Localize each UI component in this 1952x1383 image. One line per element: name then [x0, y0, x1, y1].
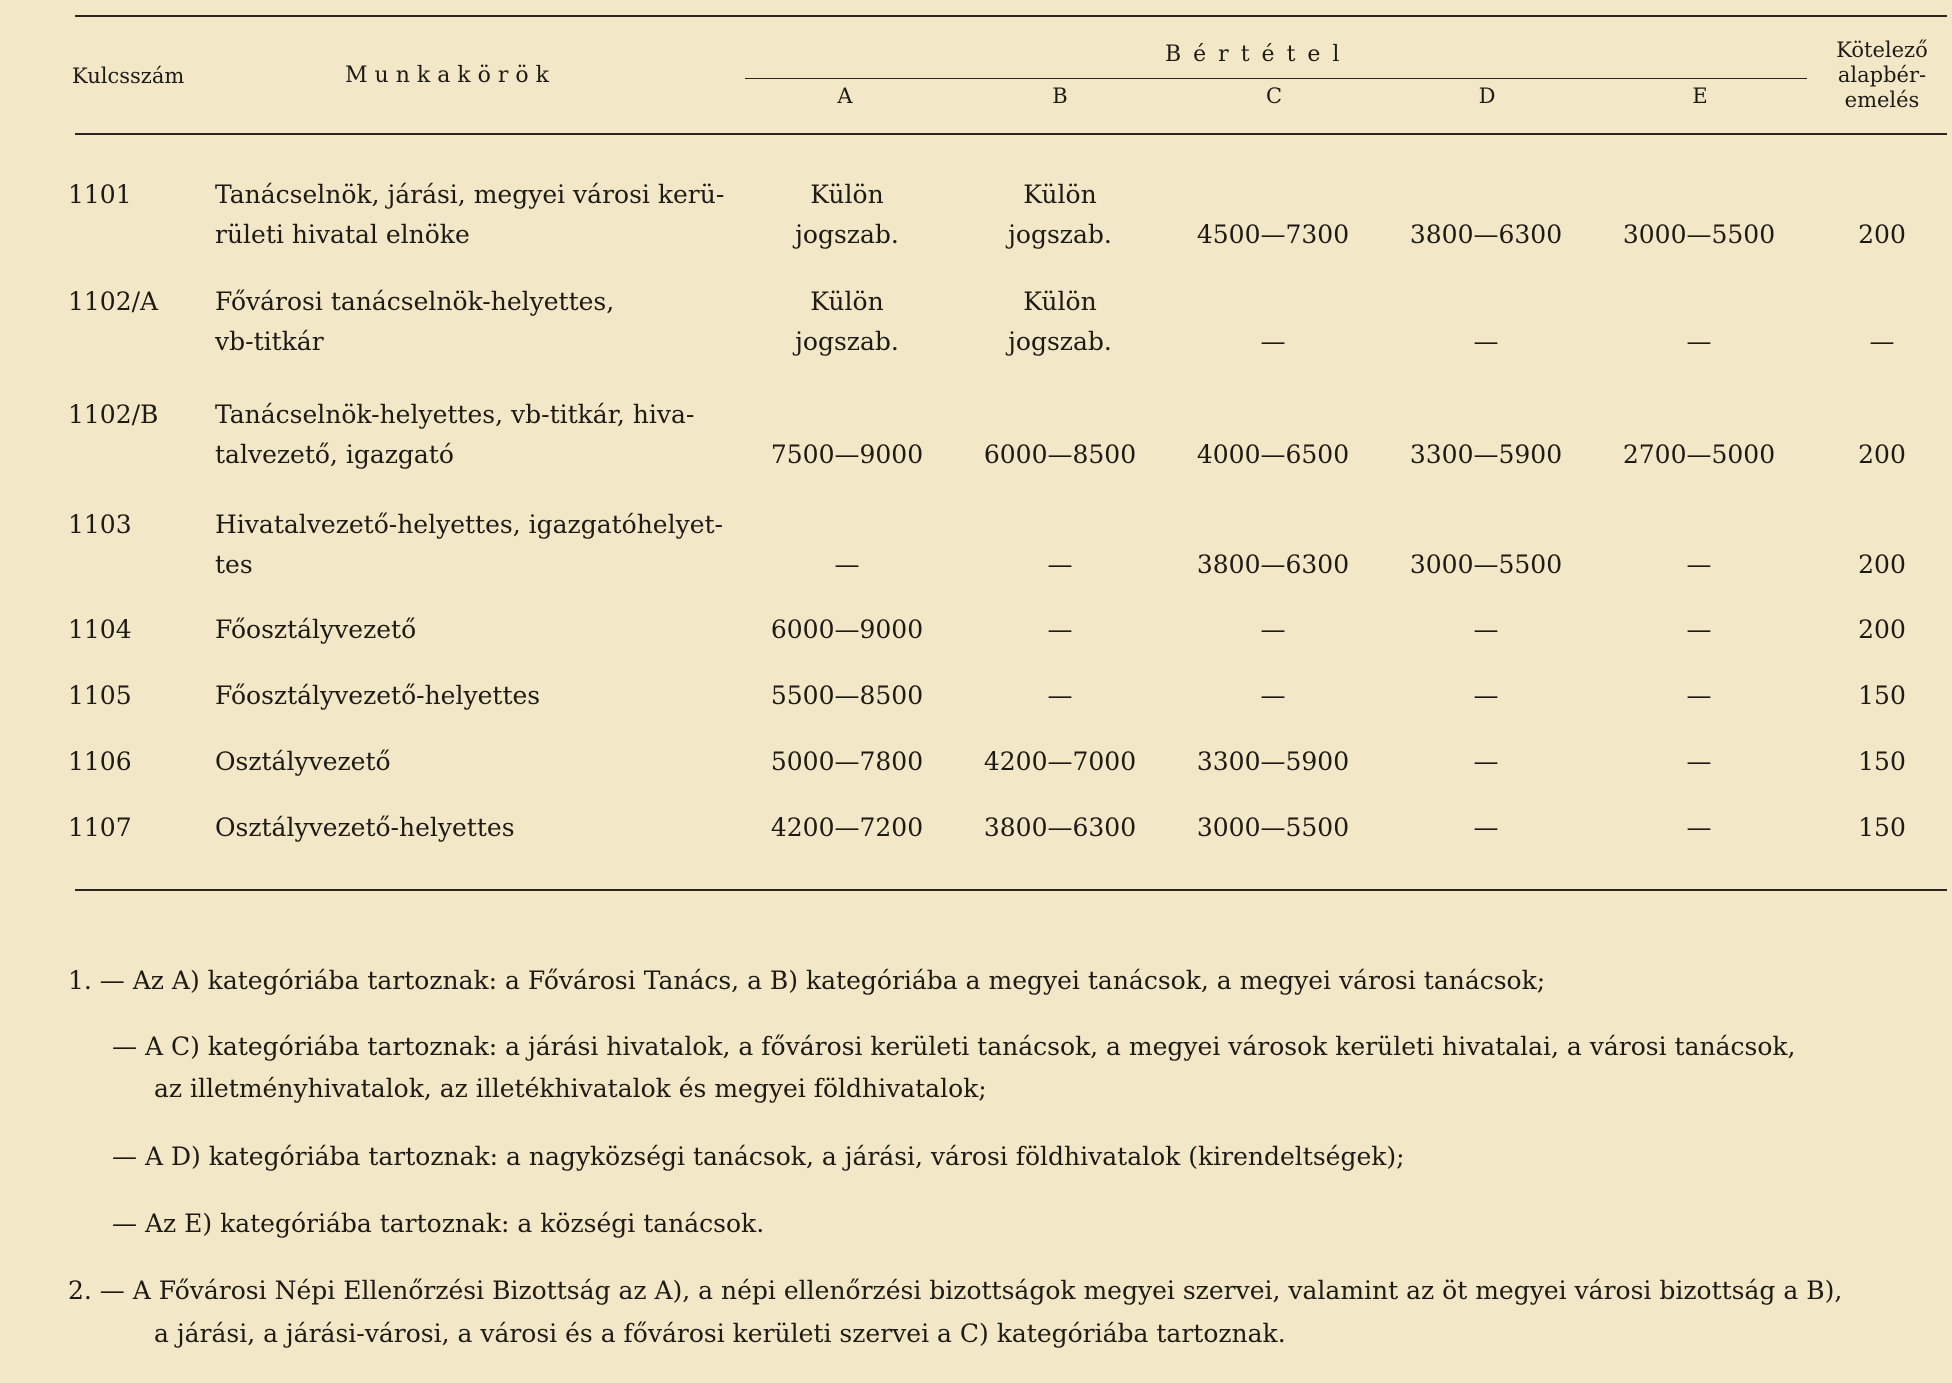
- cell-a: 4200—7200: [770, 813, 924, 842]
- row-name-cont: rületi hivatal elnöke: [215, 220, 470, 249]
- cell-b: —: [1047, 681, 1073, 710]
- cell-b-top: Külön: [1023, 287, 1097, 316]
- note-line: — A D) kategóriába tartoznak: a nagyközségi tanácsok, a járási, városi földhivatalok (kirendeltségek);: [112, 1142, 1405, 1171]
- cell-c: —: [1260, 615, 1286, 644]
- row-name: Osztályvezető-helyettes: [215, 813, 515, 842]
- header-col-a: A: [837, 84, 853, 108]
- cell-b: —: [1047, 550, 1073, 579]
- cell-a: jogszab.: [795, 220, 899, 249]
- cell-d: —: [1473, 327, 1499, 356]
- group-rule: [745, 78, 1807, 79]
- cell-c: —: [1260, 681, 1286, 710]
- cell-mandatory: 200: [1858, 615, 1906, 644]
- cell-c: 3000—5500: [1196, 813, 1350, 842]
- header-col-b: B: [1052, 84, 1068, 108]
- cell-e: —: [1686, 813, 1712, 842]
- cell-e: —: [1686, 747, 1712, 776]
- cell-b: jogszab.: [1008, 327, 1112, 356]
- row-name: Tanácselnök, járási, megyei városi kerü-: [215, 180, 725, 209]
- cell-d: 3000—5500: [1409, 550, 1563, 579]
- cell-mandatory: —: [1869, 327, 1895, 356]
- row-key: 1102/B: [68, 400, 159, 429]
- row-name: Osztályvezető: [215, 747, 391, 776]
- header-col-d: D: [1478, 84, 1496, 108]
- row-name: Fővárosi tanácselnök-helyettes,: [215, 287, 615, 316]
- cell-e: —: [1686, 615, 1712, 644]
- cell-b: jogszab.: [1008, 220, 1112, 249]
- cell-d: —: [1473, 747, 1499, 776]
- cell-e: —: [1686, 681, 1712, 710]
- cell-c: 3800—6300: [1196, 550, 1350, 579]
- header-col-c: C: [1265, 84, 1283, 108]
- cell-mandatory: 150: [1858, 747, 1906, 776]
- cell-b-top: Külön: [1023, 180, 1097, 209]
- cell-a-top: Külön: [810, 180, 884, 209]
- cell-mandatory: 150: [1858, 813, 1906, 842]
- row-name-cont: talvezető, igazgató: [215, 440, 454, 469]
- header-group: Bértétel: [1165, 42, 1352, 67]
- row-name-cont: tes: [215, 550, 253, 579]
- cell-a: 5000—7800: [770, 747, 924, 776]
- cell-a: 6000—9000: [770, 615, 924, 644]
- row-key: 1107: [68, 813, 132, 842]
- cell-c: —: [1260, 327, 1286, 356]
- row-key: 1101: [68, 180, 132, 209]
- cell-a: —: [834, 550, 860, 579]
- cell-e: —: [1686, 550, 1712, 579]
- note-line: 1. — Az A) kategóriába tartoznak: a Fővárosi Tanács, a B) kategóriába a megyei tanácsok, a megyei városi tanácsok;: [68, 966, 1546, 995]
- header-jobs: Munkakörök: [345, 63, 556, 88]
- note-line: a járási, a járási-városi, a városi és a fővárosi kerületi szervei a C) kategóriába tartoznak.: [154, 1319, 1286, 1348]
- cell-b: 3800—6300: [983, 813, 1137, 842]
- cell-d: 3800—6300: [1409, 220, 1563, 249]
- cell-a: 7500—9000: [770, 440, 924, 469]
- row-name: Tanácselnök-helyettes, vb-titkár, hiva-: [215, 400, 695, 429]
- top-rule: [75, 15, 1947, 17]
- cell-a: 5500—8500: [770, 681, 924, 710]
- row-key: 1106: [68, 747, 132, 776]
- note-line: az illetményhivatalok, az illetékhivatalok és megyei földhivatalok;: [154, 1074, 987, 1103]
- row-key: 1105: [68, 681, 132, 710]
- cell-d: —: [1473, 681, 1499, 710]
- cell-b: 6000—8500: [983, 440, 1137, 469]
- header-mandatory: Kötelező alapbér-emelés: [1836, 38, 1928, 112]
- note-line: — Az E) kategóriába tartoznak: a községi tanácsok.: [112, 1209, 765, 1238]
- note-line: — A C) kategóriába tartoznak: a járási hivatalok, a fővárosi kerületi tanácsok, a megyei városok kerületi hivatalai, a városi tanácsok,: [112, 1032, 1796, 1061]
- note-line: 2. — A Fővárosi Népi Ellenőrzési Bizottság az A), a népi ellenőrzési bizottságok megyei szervei, valamint az öt megyei városi bizottság a B),: [68, 1276, 1843, 1305]
- header-col-e: E: [1692, 84, 1708, 108]
- cell-e: 3000—5500: [1622, 220, 1776, 249]
- cell-mandatory: 200: [1858, 440, 1906, 469]
- bottom-rule: [75, 889, 1947, 891]
- cell-d: —: [1473, 813, 1499, 842]
- cell-b: —: [1047, 615, 1073, 644]
- row-name: Főosztályvezető: [215, 615, 417, 644]
- cell-d: 3300—5900: [1409, 440, 1563, 469]
- cell-b: 4200—7000: [983, 747, 1137, 776]
- cell-mandatory: 200: [1858, 550, 1906, 579]
- row-key: 1104: [68, 615, 132, 644]
- header-rule: [75, 133, 1947, 135]
- cell-e: 2700—5000: [1622, 440, 1776, 469]
- row-name: Hivatalvezető-helyettes, igazgatóhelyet-: [215, 510, 724, 539]
- cell-c: 4000—6500: [1196, 440, 1350, 469]
- cell-c: 4500—7300: [1196, 220, 1350, 249]
- cell-a-top: Külön: [810, 287, 884, 316]
- row-name: Főosztályvezető-helyettes: [215, 681, 541, 710]
- cell-mandatory: 150: [1858, 681, 1906, 710]
- cell-c: 3300—5900: [1196, 747, 1350, 776]
- cell-mandatory: 200: [1858, 220, 1906, 249]
- row-key: 1102/A: [68, 287, 159, 316]
- header-key: Kulcsszám: [72, 64, 185, 88]
- row-key: 1103: [68, 510, 132, 539]
- cell-d: —: [1473, 615, 1499, 644]
- cell-a: jogszab.: [795, 327, 899, 356]
- row-name-cont: vb-titkár: [215, 327, 324, 356]
- cell-e: —: [1686, 327, 1712, 356]
